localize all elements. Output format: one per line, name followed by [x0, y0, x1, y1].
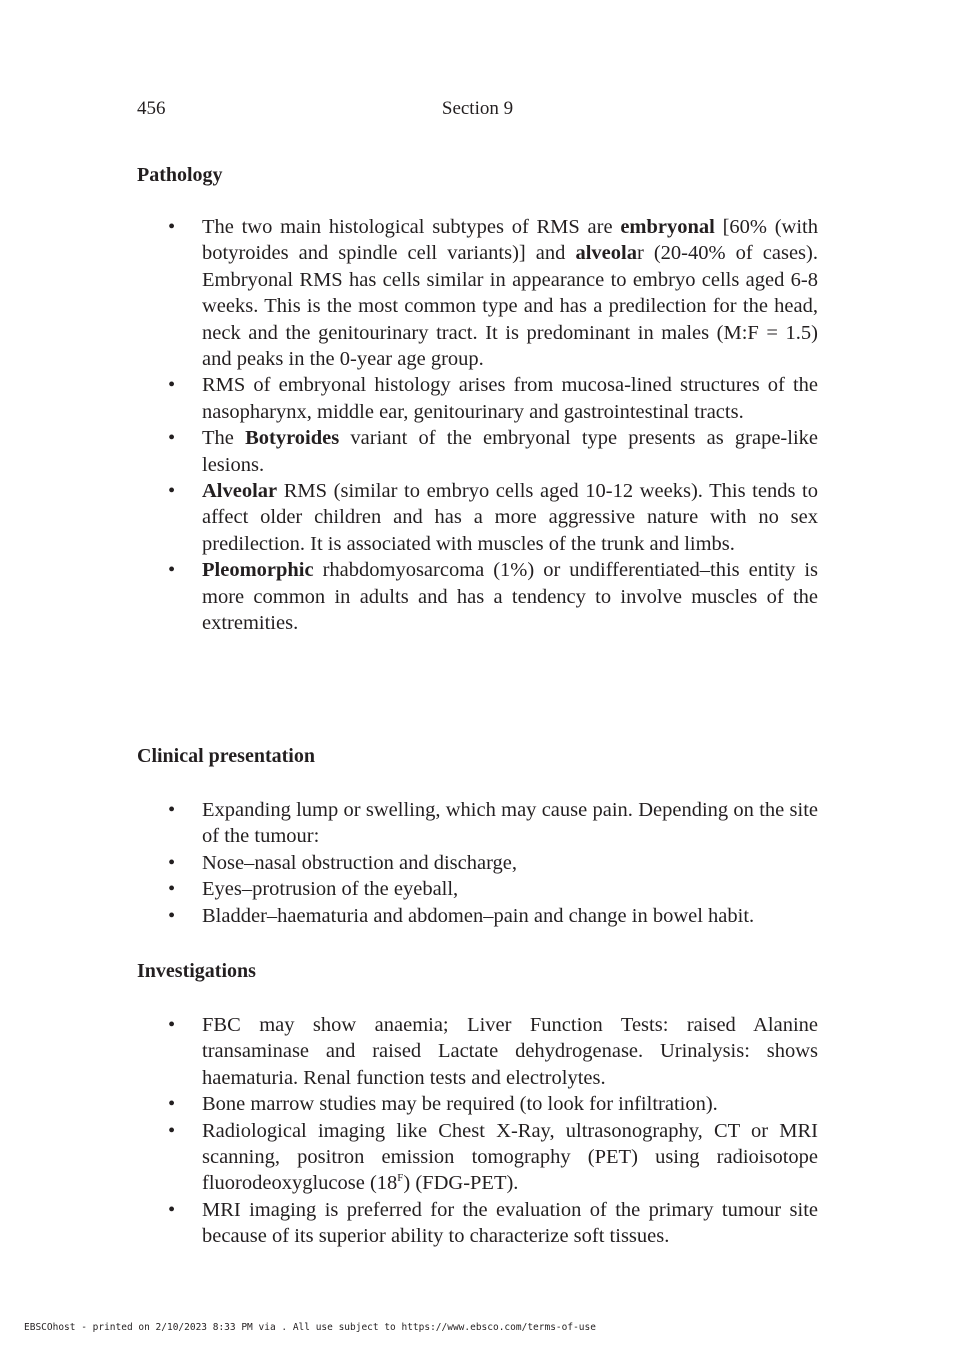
list-item: • The two main histological subtypes of RMS are embryonal [60% (with botyroides and spindle cell variants)] and alveolar (20-40% of cases). Embryonal RMS has cells similar in appearance to embryo cells aged 6-8 weeks. This is the most common type and has a predilection for the head, neck and the genitourinary tract. It is predominant in males (M:F = 1.5) and peaks in the 0-year age group.	[168, 216, 818, 371]
clinical-presentation-list	[168, 797, 818, 929]
bullet-icon: •	[168, 374, 176, 397]
bullet-icon: •	[168, 559, 176, 582]
investigations-heading: Investigations	[137, 960, 256, 982]
pathology-list	[168, 214, 818, 637]
list-item: • The Botyroides variant of the embryonal type presents as grape-like lesions.	[168, 427, 819, 476]
page-header	[137, 96, 818, 122]
list-item: • Nose–nasal obstruction and discharge,	[168, 850, 818, 876]
running-section-title: Section 9	[441, 98, 514, 119]
list-item: • Expanding lump or swelling, which may cause pain. Depending on the site of the tumour:	[168, 799, 818, 848]
clinical-presentation-heading: Clinical presentation	[137, 745, 315, 767]
list-item: • Bladder–haematuria and abdomen–pain and change in bowel habit.	[168, 903, 818, 929]
page-number: 456	[137, 98, 166, 119]
list-item: • MRI imaging is preferred for the evaluation of the primary tumour site because of its superior ability to characterize soft tissues.	[168, 1198, 818, 1248]
bullet-icon: •	[168, 904, 176, 927]
bullet-icon: •	[168, 427, 176, 450]
pathology-heading: Pathology	[137, 164, 223, 186]
bullet-icon: •	[168, 851, 176, 874]
list-item: • Alveolar RMS (similar to embryo cells aged 10-12 weeks). This tends to affect older children and has a more aggressive nature with no sex predilection. It is associated with muscles of the trunk and limbs.	[168, 480, 818, 555]
list-item: • Bone marrow studies may be required (to look for infiltration).	[168, 1091, 818, 1117]
list-item: • Eyes–protrusion of the eyeball,	[168, 876, 818, 902]
bullet-icon: •	[168, 878, 176, 901]
bullet-icon: •	[168, 799, 176, 821]
bullet-icon: •	[168, 1093, 176, 1116]
investigations-list	[168, 1012, 818, 1250]
superscript: F	[397, 1172, 404, 1185]
list-item: • Pleomorphic rhabdomyosarcoma (1%) or undifferentiated–this entity is more common in adults and has a tendency to involve muscles of the extremities.	[168, 559, 818, 635]
bullet-icon: •	[168, 1119, 176, 1142]
bullet-icon: •	[168, 216, 176, 238]
list-item: • Radiological imaging like Chest X-Ray, ultrasonography, CT or MRI scanning, positron emission tomography (PET) using radioisotope fluorodeoxyglucose $(18^F)$ (FDG-PET).	[168, 1119, 818, 1195]
print-footer: EBSCOhost - printed on 2/10/2023 8:33 PM via . All use subject to https://www.ebsco.com/terms-of-use	[24, 1322, 596, 1333]
list-item: • RMS of embryonal histology arises from mucosa-lined structures of the nasopharynx, middle ear, genitourinary and gastrointestinal tracts.	[168, 374, 818, 423]
bullet-icon: •	[168, 1198, 176, 1221]
bullet-icon: •	[168, 1014, 176, 1036]
list-item: • FBC may show anaemia; Liver Function Tests: raised Alanine transaminase and raised Lactate dehydrogenase. Urinalysis: shows haematuria. Renal function tests and electrolytes.	[168, 1014, 818, 1089]
bullet-icon: •	[168, 480, 176, 503]
